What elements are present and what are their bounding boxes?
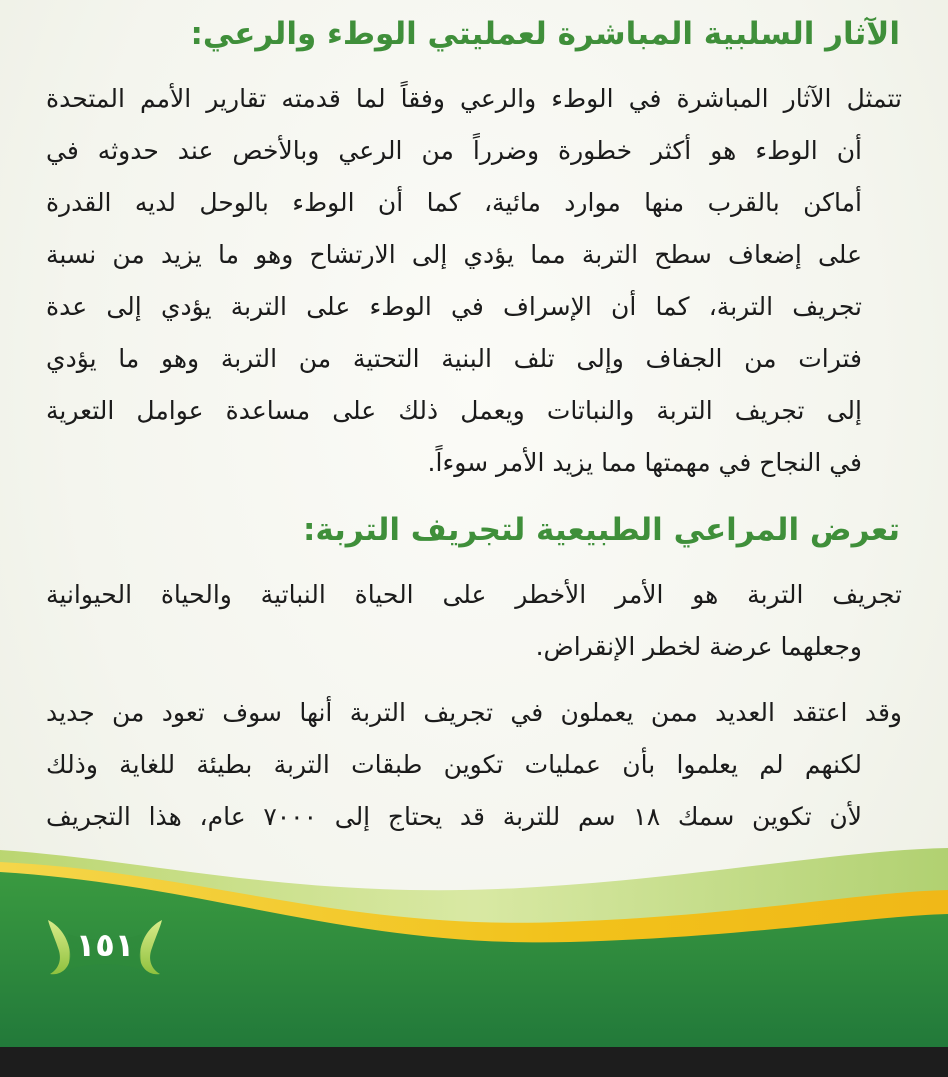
paragraph-line: تجريف التربة، كما أن الإسراف في الوطء على التربة يؤدي إلى عدة — [46, 292, 862, 321]
paragraph-line: تجريف التربة هو الأمر الأخطر على الحياة النباتية والحياة الحيوانية — [46, 580, 902, 609]
paragraph-line: تتمثل الآثار المباشرة في الوطء والرعي وفقاً لما قدمته تقارير الأمم المتحدة — [46, 84, 902, 113]
page-number-badge — [40, 912, 170, 982]
page-number: ١٥١ — [75, 926, 135, 964]
paragraph-line: على إضعاف سطح التربة مما يؤدي إلى الارتشاح وهو ما يزيد من نسبة — [46, 240, 862, 269]
paragraph-line: فترات من الجفاف وإلى تلف البنية التحتية من التربة وهو ما يؤدي — [46, 344, 862, 373]
paragraph-line: لكنهم لم يعلموا بأن عمليات تكوين طبقات التربة بطيئة للغاية وذلك — [46, 750, 862, 779]
paragraph-line: لأن تكوين سمك ١٨ سم للتربة قد يحتاج إلى ٧٠٠٠ عام، هذا التجريف — [46, 802, 862, 831]
paragraph-line: وجعلهما عرضة لخطر الإنقراض. — [535, 632, 862, 661]
paragraph-line: إلى تجريف التربة والنباتات ويعمل ذلك على مساعدة عوامل التعرية — [46, 396, 862, 425]
bottom-dark-bar — [0, 1047, 948, 1077]
paragraph-line: وقد اعتقد العديد ممن يعملون في تجريف التربة أنها سوف تعود من جديد — [46, 698, 902, 727]
paragraph-line: في النجاح في مهمتها مما يزيد الأمر سوءاً. — [427, 448, 862, 477]
paragraph-line: أن الوطء هو أكثر خطورة وضرراً من الرعي وبالأخص عند حدوثه في — [46, 136, 862, 165]
section-heading-grazing-effects: الآثار السلبية المباشرة لعمليتي الوطء والرعي: — [190, 16, 900, 52]
paragraph-line: أماكن بالقرب منها موارد مائية، كما أن الوطء بالوحل لديه القدرة — [46, 188, 862, 217]
section-heading-soil-erosion: تعرض المراعي الطبيعية لتجريف التربة: — [302, 512, 900, 548]
